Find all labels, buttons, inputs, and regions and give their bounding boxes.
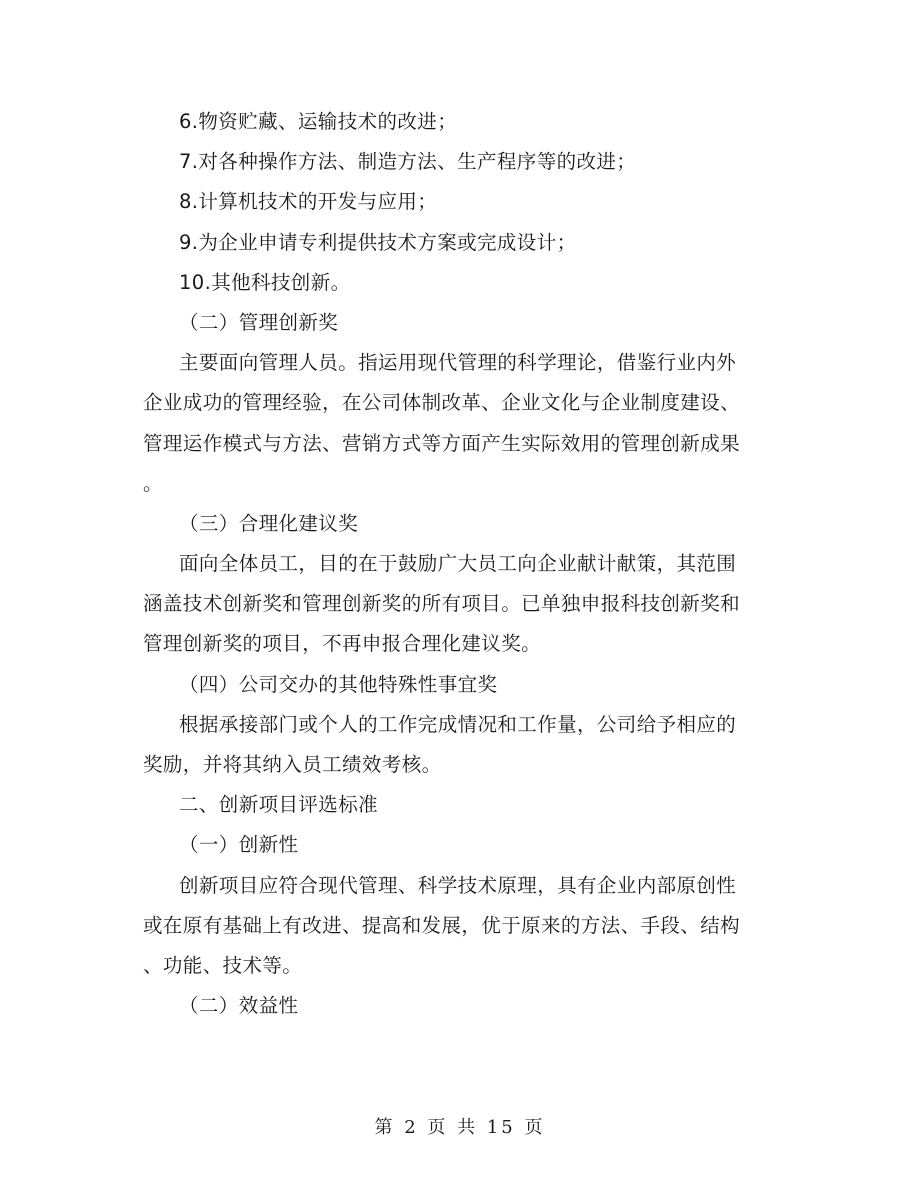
subsection-heading-benefit: （二）效益性 [179,994,299,1018]
paragraph-line: 管理创新奖的项目，不再申报合理化建议奖。 [143,632,542,656]
paragraph-line: 面向全体员工，目的在于鼓励广大员工向企业献计献策，其范围 [179,552,737,576]
paragraph-line: 管理运作模式与方法、营销方式等方面产生实际效用的管理创新成果 [143,431,741,455]
list-item-7: 7.对各种操作方法、制造方法、生产程序等的改进； [179,150,637,174]
paragraph-line: 、功能、技术等。 [143,953,303,977]
paragraph-line: 。 [143,471,163,495]
document-body [143,104,783,1025]
list-item-10: 10.其他科技创新。 [179,270,351,294]
page-footer: 第 2 页 共 15 页 [374,1117,546,1138]
paragraph-line: 企业成功的管理经验，在公司体制改革、企业文化与企业制度建设、 [143,391,741,415]
paragraph-line: 或在原有基础上有改进、提高和发展，优于原来的方法、手段、结构 [143,913,741,937]
subsection-heading-innovation: （一）创新性 [179,833,299,857]
paragraph-line: 主要面向管理人员。指运用现代管理的科学理论，借鉴行业内外 [179,351,737,375]
paragraph-line: 创新项目应符合现代管理、科学技术原理，具有企业内部原创性 [179,873,737,897]
section-heading-special-award: （四）公司交办的其他特殊性事宜奖 [179,672,498,696]
section-heading-suggestion-award: （三）合理化建议奖 [179,511,359,535]
list-item-9: 9.为企业申请专利提供技术方案或完成设计； [179,230,577,254]
paragraph-line: 涵盖技术创新奖和管理创新奖的所有项目。已单独申报科技创新奖和 [143,592,741,616]
section-heading-criteria: 二、创新项目评选标准 [179,793,379,817]
section-heading-management-award: （二）管理创新奖 [179,310,339,334]
paragraph-line: 根据承接部门或个人的工作完成情况和工作量，公司给予相应的 [179,712,737,736]
list-item-6: 6.物资贮藏、运输技术的改进； [179,110,458,133]
list-item-8: 8.计算机技术的开发与应用； [179,190,438,214]
paragraph-line: 奖励，并将其纳入员工绩效考核。 [143,753,442,776]
